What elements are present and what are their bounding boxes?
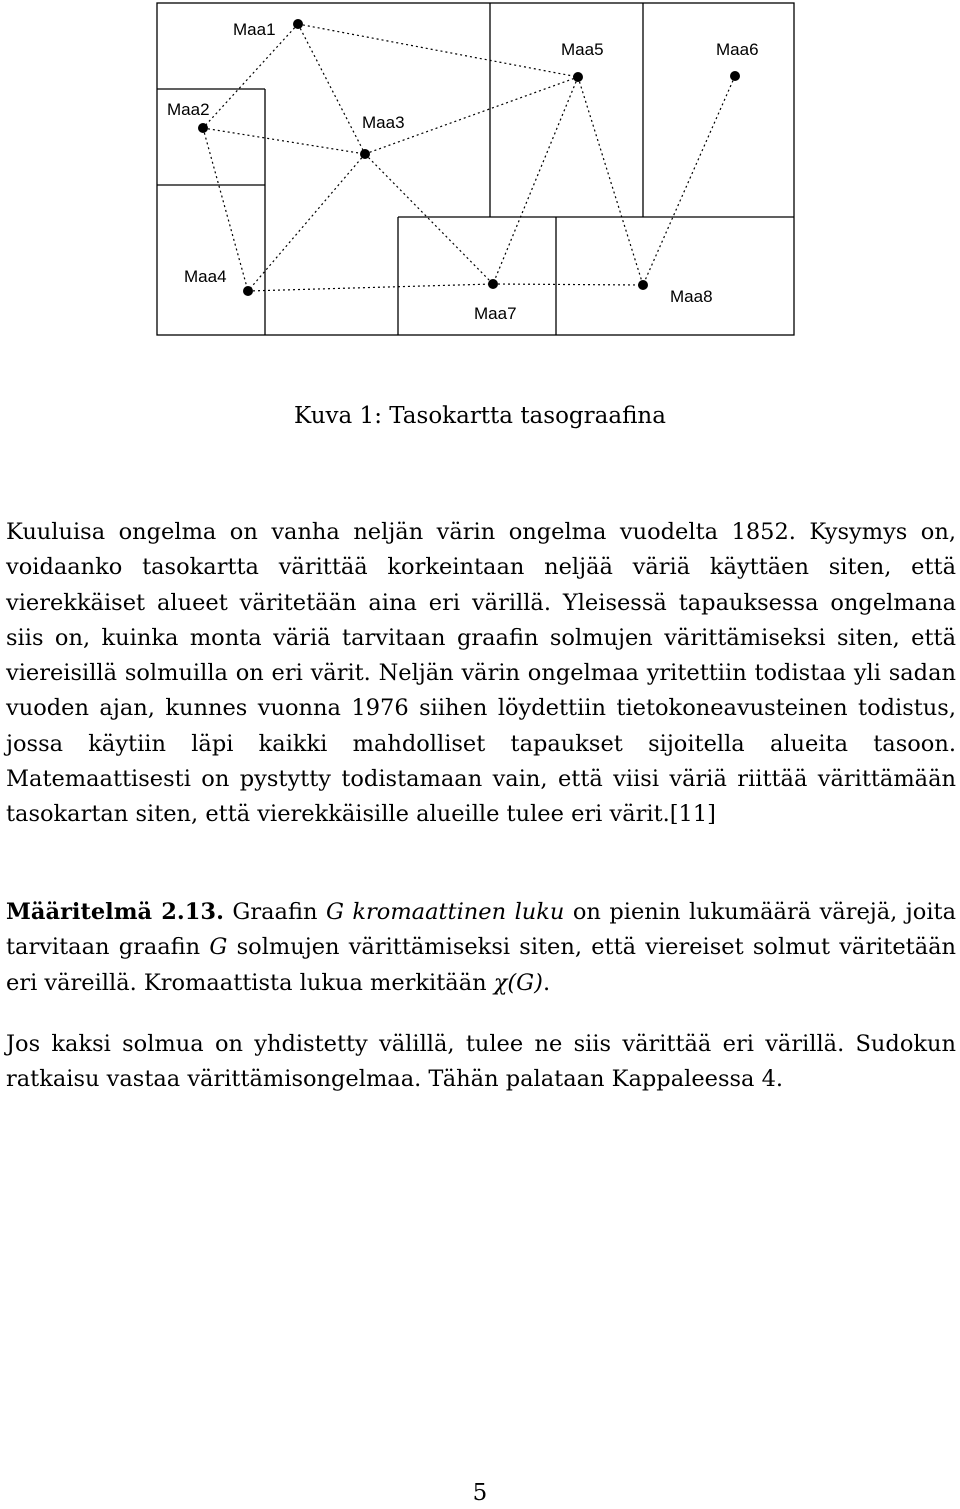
definition-var-g: G [325,899,344,925]
node-maa8 [638,280,648,290]
graph-labels [167,20,759,323]
paragraph-sudoku: Jos kaksi solmua on yhdistetty välillä, tulee ne siis värittää eri värillä. Sudokun ratkaisu vastaa värittämisongelmaa. Tähän palataan Kappaleessa 4. [6,1031,956,1093]
definition-heading: Määritelmä 2.13. [6,899,224,925]
label-maa6: Maa6 [716,40,759,59]
map-outer-border [157,3,794,335]
label-maa3: Maa3 [362,113,405,132]
label-maa7: Maa7 [474,304,517,323]
definition-chromatic-number [6,895,956,1001]
definition-notation: χ(G) [493,969,543,996]
node-maa1 [293,19,303,29]
edge-maa3-maa7 [365,154,493,284]
page-number: 5 [472,1480,488,1506]
edge-maa6-maa8 [643,76,735,285]
definition-text-a: Graafin [232,899,318,925]
definition-text-b: on pienin lukumäärä värejä, joita tarvitaan graafin [6,899,956,961]
paragraph-four-color: Kuuluisa ongelma on vanha neljän värin ongelma vuodelta 1852. Kysymys on, voidaanko tasokartta värittää korkeintaan neljää väriä käyttäen siten, että vierekkäiset alueet väritetään aina eri värillä. Yleisessä tapauksessa ongelmana siis on, kuinka monta väriä tarvitaan graafin solmujen värittämiseksi siten, että viereisillä solmuilla on eri värit. Neljän värin ongelmaa yritettiin todistaa yli sadan vuoden ajan, kunnes vuonna 1976 siihen löydettiin tietokoneavusteinen todistus, jossa käytiin läpi kaikki mahdolliset tapaukset sijoitella alueita tasoon. Matemaattisesti on pystytty todistamaan vain, että viisi väriä riittää värittämään tasokartan siten, että vierekkäisille alueille tulee eri värit.[11] [6,519,956,828]
node-maa3 [360,149,370,159]
node-maa5 [573,72,583,82]
label-maa5: Maa5 [561,40,604,59]
definition-end: . [542,969,551,996]
label-maa1: Maa1 [233,20,276,39]
definition-term: kromaattinen luku [352,899,565,925]
label-maa4: Maa4 [184,267,227,286]
label-maa8: Maa8 [670,287,713,306]
node-maa7 [488,279,498,289]
edge-maa5-maa8 [578,77,643,285]
definition-text-c: solmujen värittämiseksi siten, että viereiset solmut väritetään eri väreillä. Kromaattista lukua merkitään [6,934,957,996]
edge-maa1-maa3 [298,24,365,154]
map-borders [157,3,794,335]
node-maa6 [730,71,740,81]
label-maa2: Maa2 [167,100,210,119]
edge-maa5-maa7 [493,77,578,284]
edge-maa7-maa8 [493,284,643,285]
map-figure [0,0,960,345]
map-graph-svg [0,0,960,345]
edge-maa1-maa2 [203,24,298,128]
node-maa4 [243,286,253,296]
definition-var-g2: G [209,934,228,961]
graph-nodes [198,19,740,296]
edge-maa4-maa7 [248,284,493,291]
graph-edges [203,24,735,291]
node-maa2 [198,123,208,133]
edge-maa1-maa5 [298,24,578,77]
edge-maa2-maa3 [203,128,365,154]
figure-caption: Kuva 1: Tasokartta tasograafina [294,403,666,429]
